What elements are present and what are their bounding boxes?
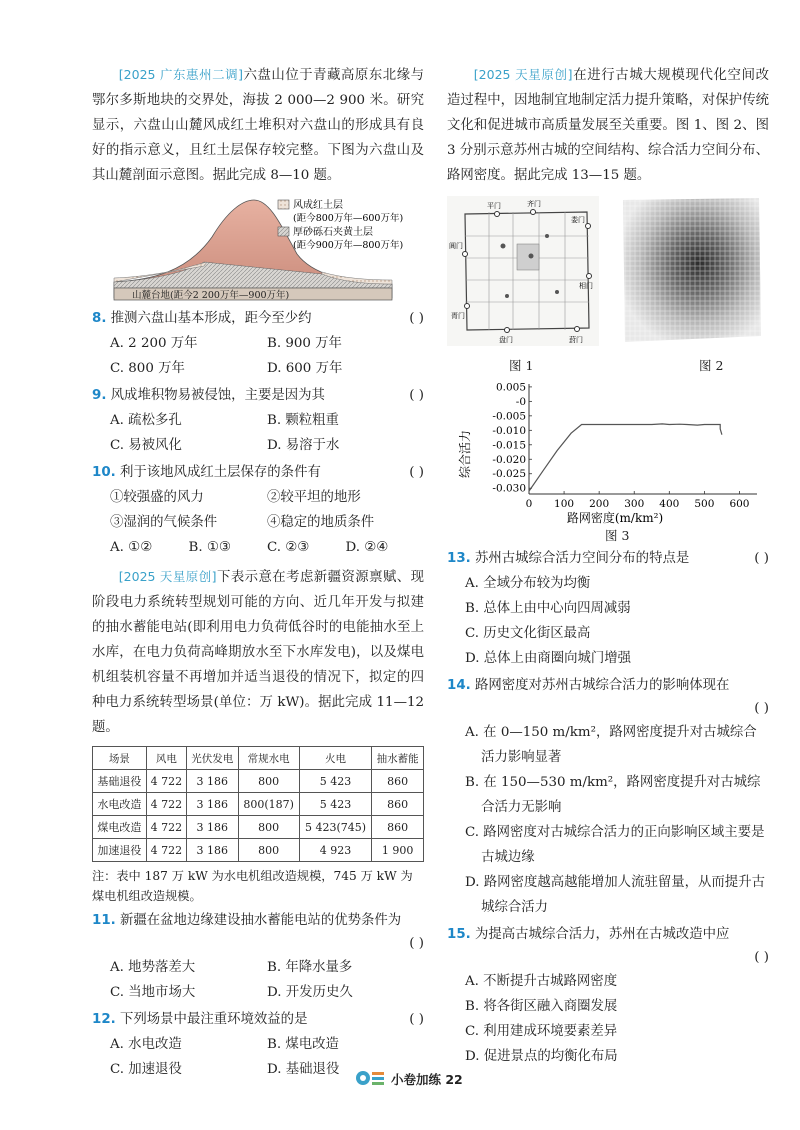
option-d[interactable]: D. ②④ (345, 540, 389, 555)
legend-red-clay-age: (距今800万年—600万年) (293, 213, 404, 224)
table-cell: 800(187) (238, 793, 299, 816)
power-scenario-table (92, 746, 424, 862)
gate-label: 盘门 (499, 336, 513, 344)
table-row (93, 793, 424, 816)
table-cell: 水电改造 (93, 793, 147, 816)
gate-label: 娄门 (571, 216, 585, 224)
question-8: 8. 推测六盘山基本形成，距今至少约 ( ) (92, 311, 424, 326)
table-cell: 4 722 (146, 793, 186, 816)
gate-label: 齐门 (527, 200, 541, 208)
figure-3-caption: 图 3 (605, 528, 630, 543)
table-cell: 860 (372, 770, 424, 793)
question-15: 15. 为提高古城综合活力，苏州在古城改造中应 (447, 927, 730, 942)
question-11: 11. 新疆在盆地边缘建设抽水蓄能电站的优势条件为 (92, 913, 402, 928)
x-tick-label: 600 (729, 498, 750, 510)
intro-8-10: [2025 广东惠州二调]六盘山位于青藏高原东北缘与鄂尔多斯地块的交界处，海拔 2 000—2 900 米。研究显示，六盘山山麓风成红土堆积对六盘山的形成具有良好的指示意义，且红土层保存较完整。下图为六盘山及其山麓剖面示意图。据此完成 8—10 题。 (92, 67, 424, 183)
option-b[interactable]: B. 煤电改造 (267, 1037, 339, 1052)
table-cell: 860 (372, 816, 424, 839)
option-a[interactable]: A. 水电改造 (110, 1037, 182, 1052)
source-tag: [2025 广东惠州二调] (118, 67, 244, 82)
profile-diagram (92, 192, 424, 304)
y-tick-label: -0.030 (492, 482, 526, 495)
condition-3: ③湿润的气候条件 (110, 515, 218, 530)
intro-13-15: [2025 天星原创]在进行古城大规模现代化空间改造过程中，因地制宜地制定活力提升策略，对保护传统文化和促进城市高质量发展至关重要。图 1、图 2、图 3 分别示意苏州古城的空间结构、综合活力空间分布、路网密度。据此完成 13—15 题。 (447, 67, 769, 183)
option-c[interactable]: C. ②③ (267, 540, 310, 555)
page-footer (355, 1068, 495, 1090)
option-d[interactable]: D. 开发历史久 (267, 985, 353, 1000)
option-c[interactable]: C. 利用建成环境要素差异 (465, 1024, 618, 1039)
table-cell: 加速退役 (93, 839, 147, 862)
source-tag: [2025 天星原创] (473, 67, 573, 82)
options-10 (92, 535, 424, 560)
header-cell: 光伏发电 (186, 747, 238, 770)
x-tick-label: 0 (525, 498, 533, 510)
source-tag: [2025 天星原创] (118, 569, 217, 584)
table-cell: 860 (372, 793, 424, 816)
base-label: 山麓台地(距今2 200万年—900万年) (132, 290, 290, 301)
table-cell: 1 900 (372, 839, 424, 862)
table-row (93, 816, 424, 839)
options-14 (447, 720, 769, 920)
option-c[interactable]: C. 800 万年 (110, 361, 185, 376)
option-a[interactable]: A. ①② (110, 540, 153, 555)
right-column (447, 62, 769, 1069)
commercial-district (517, 244, 539, 270)
question-10: 10. 利于该地风成红土层保存的条件有 ( ) (92, 465, 424, 480)
option-d[interactable]: D. 促进景点的均衡化布局 (465, 1049, 618, 1064)
option-b[interactable]: B. ①③ (188, 540, 231, 555)
figure-2-caption: 图 2 (699, 358, 724, 373)
table-cell: 5 423 (299, 770, 372, 793)
option-d[interactable]: D. 易溶于水 (267, 438, 340, 453)
gate-label: 平门 (487, 202, 501, 210)
table-note: 注：表中 187 万 kW 为水电机组改造规模，745 万 kW 为煤电机组改造规模。 (92, 869, 413, 903)
header-cell: 抽水蓄能 (372, 747, 424, 770)
options-13 (447, 571, 769, 671)
option-b[interactable]: B. 年降水量多 (267, 960, 353, 975)
option-c[interactable]: C. 当地市场大 (110, 985, 196, 1000)
option-c[interactable]: C. 路网密度对古城综合活力的正向影响区域主要是古城边缘 (465, 825, 765, 865)
legend-red-clay-swatch (278, 200, 289, 209)
table-cell: 4 923 (299, 839, 372, 862)
condition-2: ②较平坦的地形 (267, 490, 361, 505)
table-cell: 煤电改造 (93, 816, 147, 839)
option-b[interactable]: B. 总体上由中心向四周减弱 (465, 601, 631, 616)
condition-1: ①较强盛的风力 (110, 490, 204, 505)
y-tick-label: -0.010 (492, 424, 526, 437)
options-15 (447, 969, 769, 1069)
table-cell: 800 (238, 816, 299, 839)
y-tick-label: 0.005 (495, 381, 526, 394)
option-a[interactable]: A. 疏松多孔 (110, 413, 182, 428)
option-c[interactable]: C. 易被风化 (110, 438, 182, 453)
liupan-profile-figure (92, 192, 424, 304)
option-a[interactable]: A. 2 200 万年 (110, 336, 198, 351)
option-b[interactable]: B. 在 150—530 m/km²，路网密度提升对古城综合活力无影响 (465, 775, 761, 815)
x-tick-label: 400 (659, 498, 680, 510)
options-11 (92, 955, 424, 1005)
table-cell: 3 186 (186, 839, 238, 862)
legend-gravel-title: 厚砂砾石夹黄土层 (293, 227, 373, 238)
table-cell: 4 722 (146, 839, 186, 862)
y-tick-label: -0.020 (492, 453, 526, 466)
legend-gravel-age: (距今900万年—800万年) (293, 240, 404, 251)
gate-label: 葑门 (569, 336, 583, 344)
header-cell: 风电 (146, 747, 186, 770)
table-cell: 基础退役 (93, 770, 147, 793)
option-d[interactable]: D. 路网密度越高越能增加人流驻留量，从而提升古城综合活力 (465, 875, 765, 915)
y-tick-label: -0.025 (492, 468, 526, 481)
options-9 (92, 408, 424, 458)
paren-11: ( ) (409, 936, 424, 951)
table-cell: 5 423(745) (299, 816, 372, 839)
intro-11-12: [2025 天星原创]下表示意在考虑新疆资源禀赋、现阶段电力系统转型规划可能的方向、近几年开发与拟建的抽水蓄能电站(即利用电力负荷低谷时的电能抽水至上水库，在电力负荷高峰期放水至下水库发电)，以及煤电机组装机容量不再增加并适当退役的情况下，拟定的四种电力系统转型场景(单位：万 kW)。据此完成 11—12 题。 (92, 569, 425, 735)
option-a[interactable]: A. 在 0—150 m/km²，路网密度提升对古城综合活力影响显著 (465, 725, 757, 765)
option-d[interactable]: D. 总体上由商圈向城门增强 (465, 651, 632, 666)
table-cell: 3 186 (186, 770, 238, 793)
header-cell: 场景 (93, 747, 147, 770)
question-13: 13. 苏州古城综合活力空间分布的特点是 ( ) (447, 551, 769, 566)
y-axis-label: 综合活力 (458, 429, 472, 479)
table-row (93, 770, 424, 793)
conditions-10 (92, 485, 424, 535)
gate-label: 阊门 (449, 242, 463, 250)
vitality-line (529, 424, 722, 491)
publisher-logo-icon (355, 1068, 385, 1088)
paren-15: ( ) (754, 950, 769, 965)
gate-label: 相门 (579, 282, 593, 290)
table-cell: 3 186 (186, 793, 238, 816)
option-a[interactable]: A. 地势落差大 (110, 960, 196, 975)
table-row (93, 839, 424, 862)
options-8 (92, 331, 424, 381)
x-axis-label: 路网密度(m/km²) (566, 511, 664, 525)
legend-red-clay-title: 风成红土层 (293, 200, 343, 211)
condition-4: ④稳定的地质条件 (267, 515, 375, 530)
option-d[interactable]: D. 基础退役 (267, 1062, 340, 1077)
table-cell: 3 186 (186, 816, 238, 839)
header-cell: 火电 (299, 747, 372, 770)
question-9: 9. 风成堆积物易被侵蚀，主要是因为其 ( ) (92, 388, 424, 403)
y-tick-label: -0.015 (492, 439, 526, 452)
option-b[interactable]: B. 900 万年 (267, 336, 342, 351)
option-a[interactable]: A. 不断提升古城路网密度 (465, 974, 618, 989)
x-tick-label: 100 (554, 498, 575, 510)
table-cell: 800 (238, 770, 299, 793)
table-header (93, 747, 424, 770)
table-cell: 4 722 (146, 770, 186, 793)
header-cell: 常规水电 (238, 747, 299, 770)
figure-3 (447, 376, 769, 544)
footer-label: 小卷加练 22 (391, 1072, 463, 1087)
figure-1-caption: 图 1 (509, 358, 534, 373)
option-c[interactable]: C. 历史文化街区最高 (465, 626, 591, 641)
figure-1-map (447, 196, 599, 346)
paren-14: ( ) (754, 701, 769, 716)
figure-2-heatmap (615, 196, 763, 346)
option-a[interactable]: A. 全域分布较为均衡 (465, 576, 591, 591)
left-column (92, 62, 424, 1082)
option-d[interactable]: D. 600 万年 (267, 361, 343, 376)
y-tick-label: -0 (515, 395, 526, 408)
question-12: 12. 下列场景中最注重环境效益的是 ( ) (92, 1012, 424, 1027)
option-c[interactable]: C. 加速退役 (110, 1062, 182, 1077)
figure-3-chart (447, 376, 769, 526)
option-b[interactable]: B. 将各街区融入商圈发展 (465, 999, 618, 1014)
figures-1-2 (447, 196, 769, 372)
table-cell: 800 (238, 839, 299, 862)
option-b[interactable]: B. 颗粒粗重 (267, 413, 339, 428)
legend-gravel-swatch (278, 227, 289, 236)
question-14: 14. 路网密度对苏州古城综合活力的影响体现在 (447, 678, 730, 693)
gate-label: 胥门 (451, 312, 465, 320)
x-tick-label: 200 (589, 498, 610, 510)
y-tick-label: -0.005 (492, 410, 526, 423)
x-tick-label: 500 (694, 498, 715, 510)
table-cell: 5 423 (299, 793, 372, 816)
x-tick-label: 300 (624, 498, 645, 510)
table-cell: 4 722 (146, 816, 186, 839)
